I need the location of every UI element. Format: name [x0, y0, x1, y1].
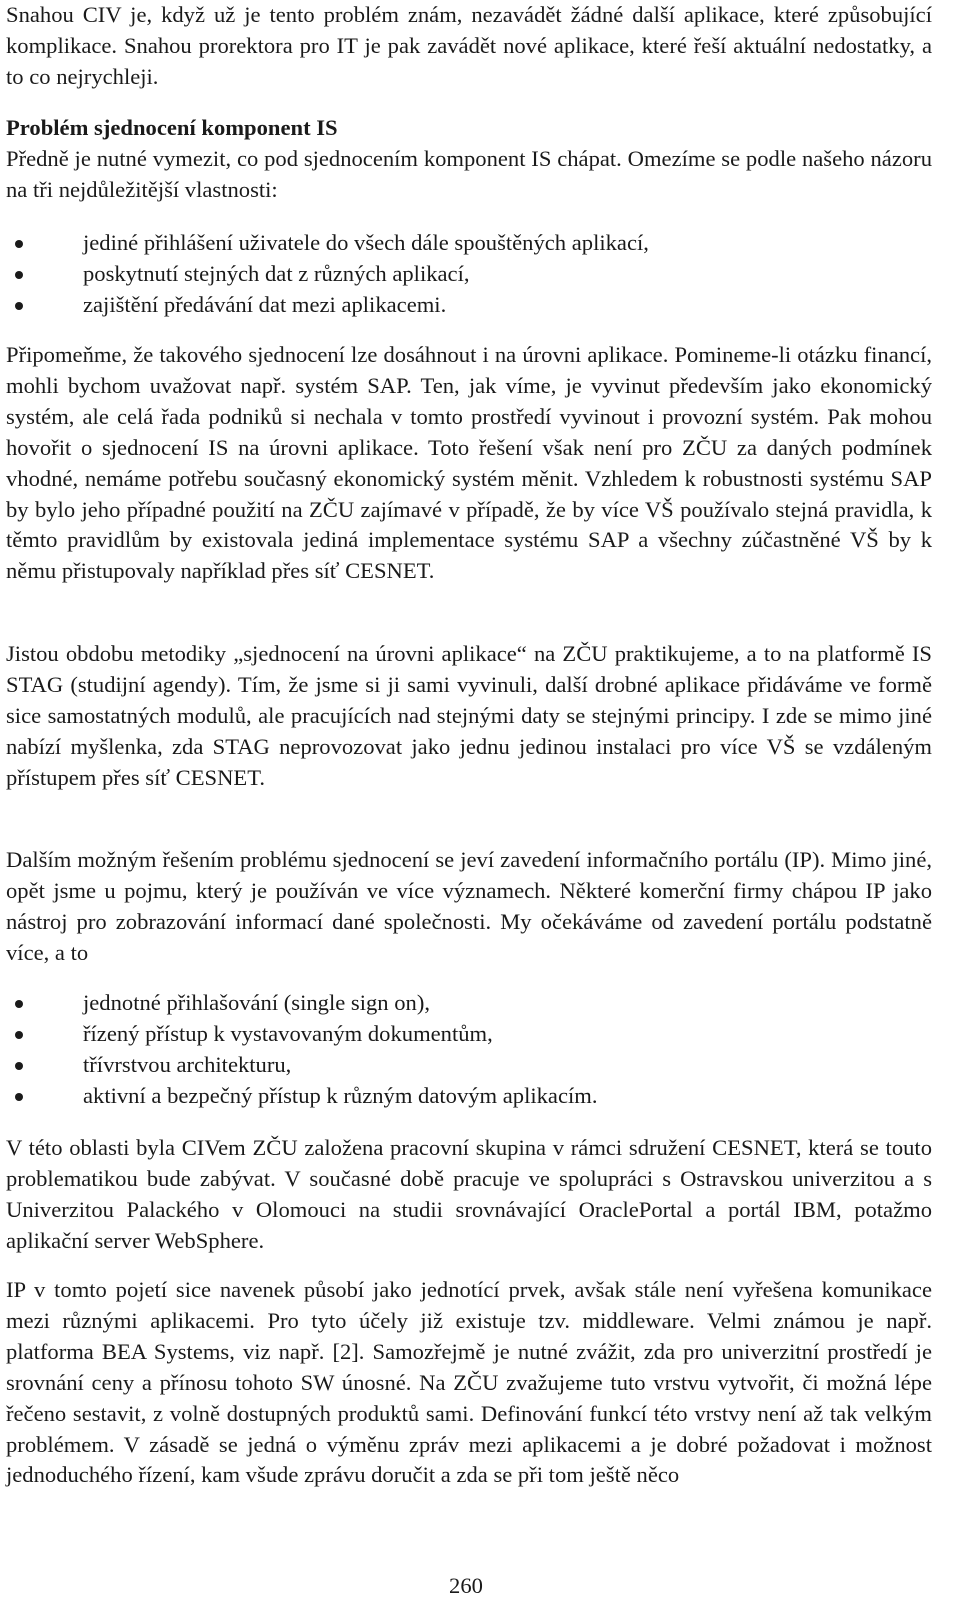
bullet-icon [15, 1062, 23, 1070]
paragraph-stag: Jistou obdobu metodiky „sjednocení na úrovni aplikace“ na ZČU praktikujeme, a to na platformě IS STAG (studijní agendy). Tím, že jsme si ji sami vyvinuli, další drobné aplikace přidáváme ve formě sice samostatných modulů, ale pracujících nad stejnými daty se stejnými principy. I zde se mimo jiné nabízí myšlenka, zda STAG neprovozovat jako jednu jedinou instalaci pro více VŠ se vzdáleným přístupem přes síť CESNET. [6, 641, 932, 790]
bullet-icon [15, 1031, 23, 1039]
paragraph-working-group: V této oblasti byla CIVem ZČU založena pracovní skupina v rámci sdružení CESNET, která se touto problematikou bude zabývat. V současné době pracuje ve spolupráci s Ostravskou univerzitou a s Univerzitou Palackého v Olomouci na studii srovnávající OraclePortal a portál IBM, potažmo aplikační server WebSphere. [6, 1135, 932, 1253]
page-number: 260 [449, 1573, 483, 1598]
list-item: jednotné přihlašování (single sign on), [6, 988, 932, 1019]
bullet-icon [15, 240, 23, 248]
paragraph-portal: Dalším možným řešením problému sjednocení se jeví zavedení informačního portálu (IP). Mimo jiné, opět jsme u pojmu, který je používán ve více významech. Některé komerční firmy chápou IP jako nástroj pro zobrazování informací dané společnosti. My očekáváme od zavedení portálu podstatně více, a to [6, 847, 932, 965]
bullet-icon [15, 271, 23, 279]
properties-list [6, 228, 932, 321]
paragraph-middleware: IP v tomto pojetí sice navenek působí jako jednotící prvek, avšak stále není vyřešena komunikace mezi různými aplikacemi. Pro tyto účely již existuje tzv. middleware. Velmi známou je např. platforma BEA Systems, viz např. [2]. Samozřejmě je nutné zvážit, zda pro univerzitní prostředí je srovnání ceny a přínosu tohoto SW únosné. Na ZČU zvažujeme tuto vrstvu vytvořit, či možná lépe řečeno sestavit, z volně dostupných produktů sami. Definování funkcí této vrstvy není až tak velkým problémem. V zásadě se jedná o výměnu zpráv mezi aplikacemi a je dobré požadovat i možnost jednoduchého řízení, kam všude zprávu doručit a zda se při tom ještě něco [6, 1277, 932, 1488]
list-item: řízený přístup k vystavovaným dokumentům, [6, 1019, 932, 1050]
list-item: třívrstvou architekturu, [6, 1050, 932, 1081]
bullet-icon [15, 302, 23, 310]
bullet-icon [15, 1000, 23, 1008]
list-item: zajištění předávání dat mezi aplikacemi. [6, 290, 932, 321]
list-item: jediné přihlášení uživatele do všech dále spouštěných aplikací, [6, 228, 932, 259]
list-item: poskytnutí stejných dat z různých aplikací, [6, 259, 932, 290]
portal-features-list [6, 988, 932, 1112]
list-item: aktivní a bezpečný přístup k různým datovým aplikacím. [6, 1081, 932, 1112]
intro-paragraph: Snahou CIV je, když už je tento problém znám, nezavádět žádné další aplikace, které způsobující komplikace. Snahou prorektora pro IT je pak zavádět nové aplikace, které řeší aktuální nedostatky, a to co nejrychleji. [6, 2, 932, 89]
bullet-icon [15, 1093, 23, 1101]
paragraph-sap: Připomeňme, že takového sjednocení lze dosáhnout i na úrovni aplikace. Pomineme-li otázku financí, mohli bychom uvažovat např. systém SAP. Ten, jak víme, je vyvinut především jako ekonomický systém, ale celá řada podniků si nechala v tomto prostředí vyvinout i provozní systém. Pak mohou hovořit o sjednocení IS na úrovni aplikace. Toto řešení však není pro ZČU za daných podmínek vhodné, nemáme potřebu současný ekonomický systém měnit. Vzhledem k robustnosti systému SAP by bylo jeho případné použití na ZČU zajímavé v případě, že by více VŠ používalo stejná pravidla, k těmto pravidlům by existovala jediná implementace systému SAP a všechny zúčastněné VŠ by k němu přistupovaly například přes síť CESNET. [6, 342, 932, 584]
section-heading: Problém sjednocení komponent IS [6, 115, 338, 140]
paragraph-definition: Předně je nutné vymezit, co pod sjednocením komponent IS chápat. Omezíme se podle našeho názoru na tři nejdůležitější vlastnosti: [6, 146, 932, 202]
